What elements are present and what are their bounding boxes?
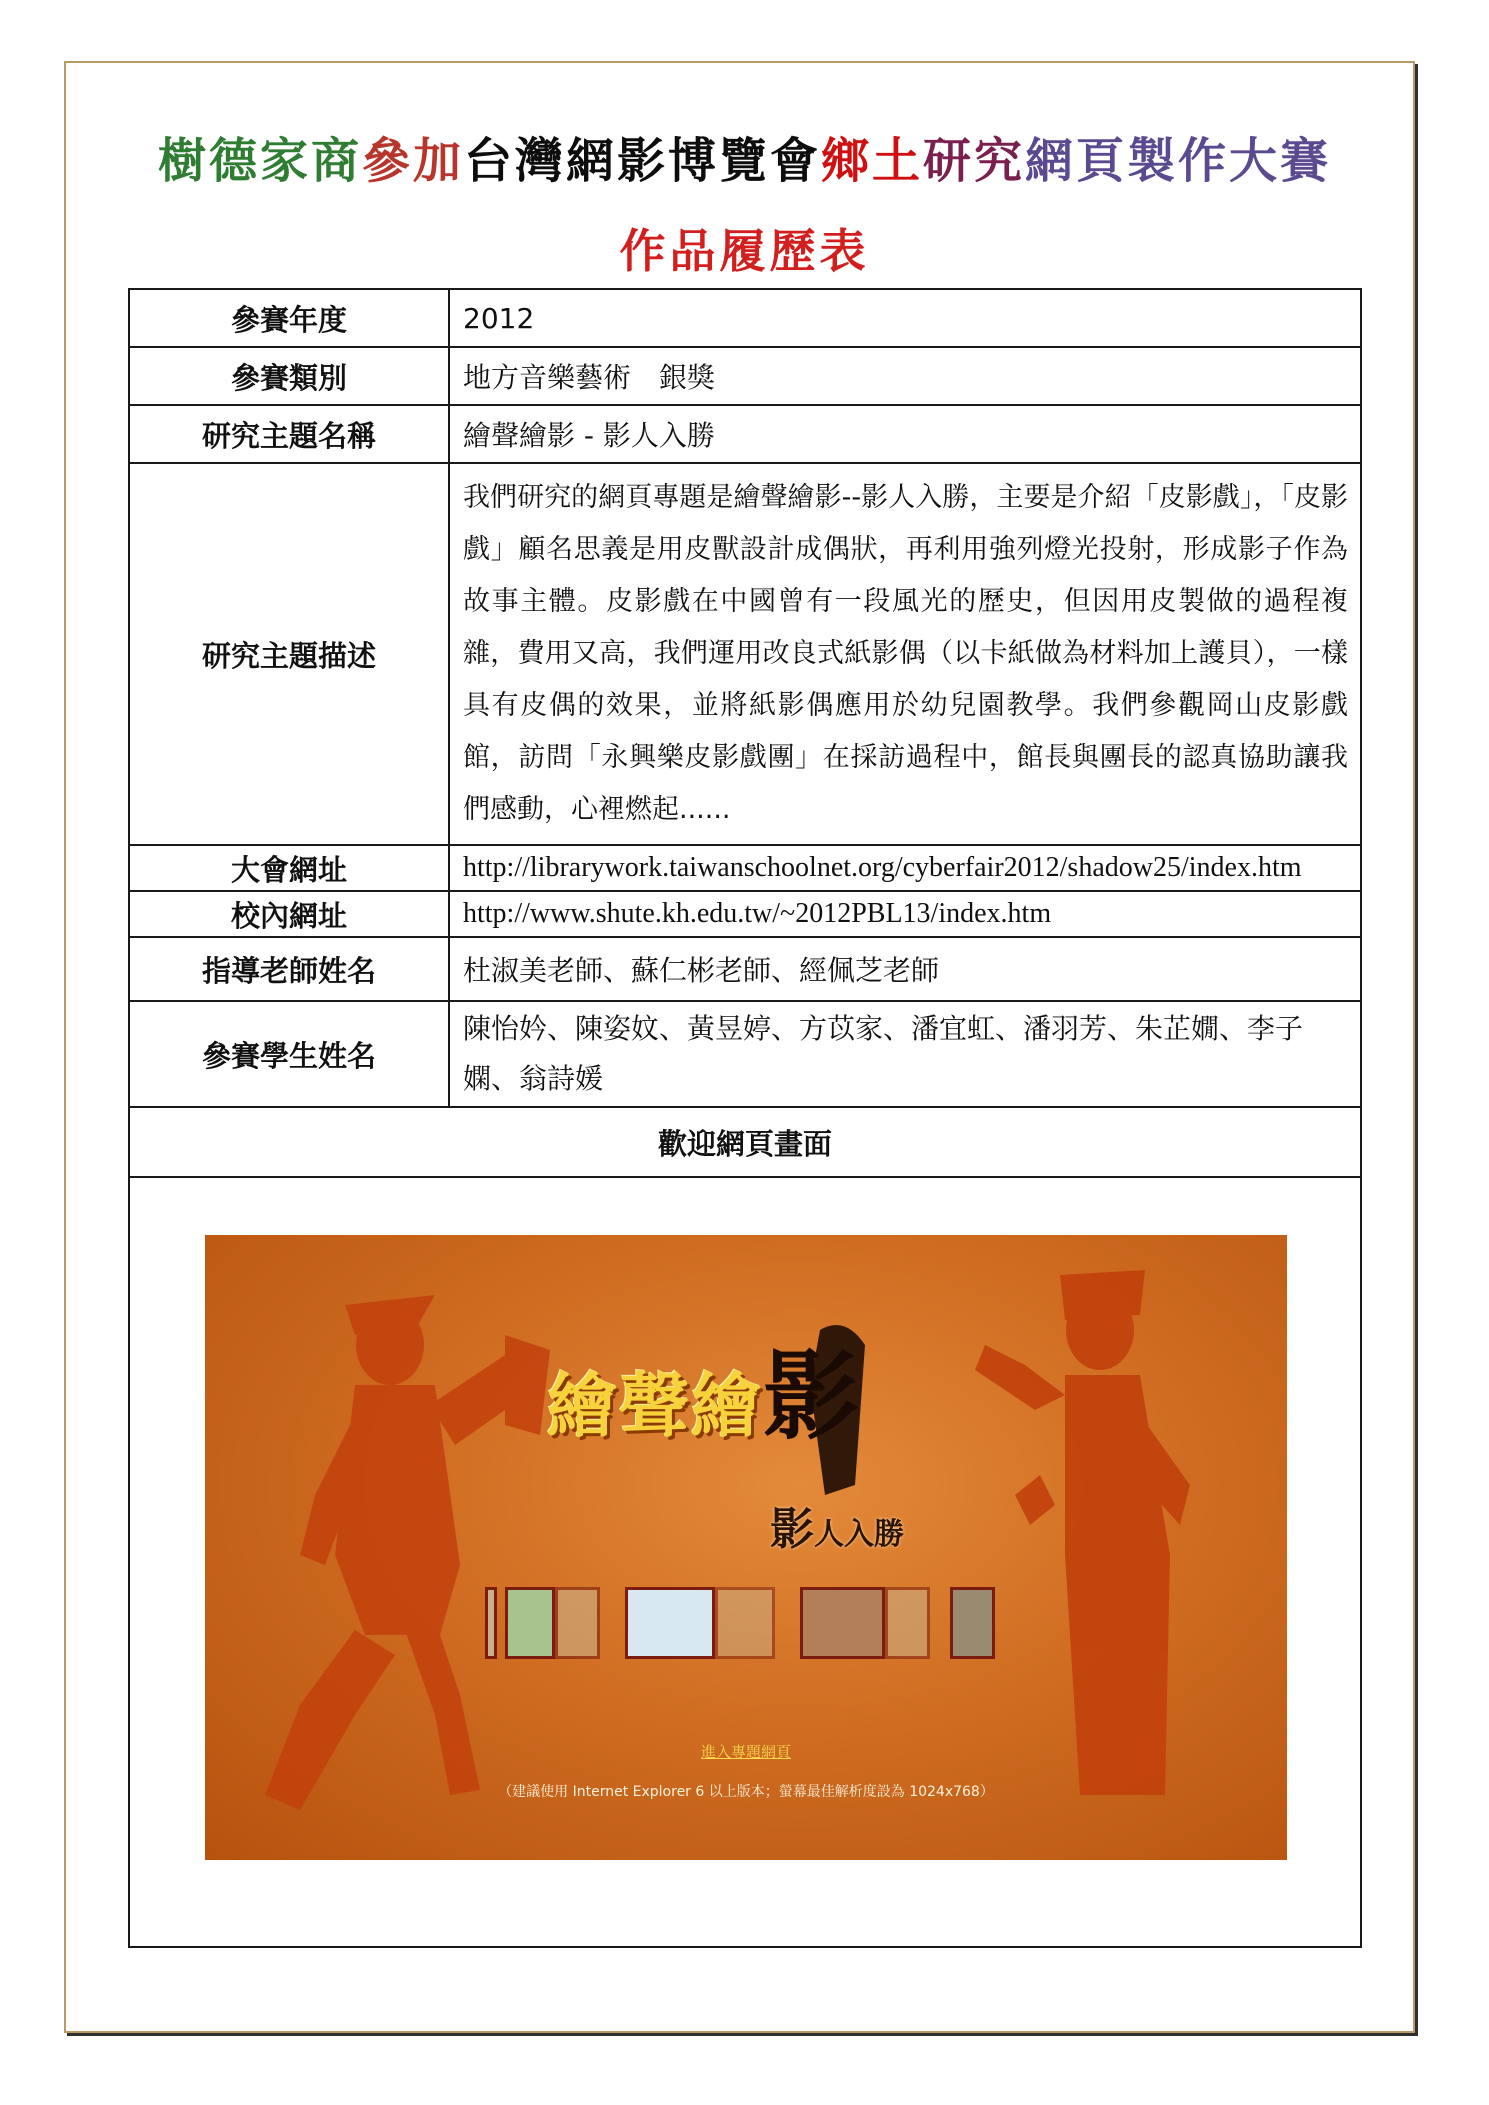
teachers-value: 杜淑美老師、蘇仁彬老師、經佩芝老師: [449, 937, 1361, 1001]
enter-site-link[interactable]: 進入專題網頁: [700, 1743, 791, 1761]
table-row: [129, 347, 1361, 405]
carousel-thumbnail[interactable]: [715, 1587, 775, 1659]
carousel-thumbnail[interactable]: [505, 1587, 555, 1659]
category-label: 參賽類別: [129, 347, 449, 405]
topic-label: 研究主題名稱: [129, 405, 449, 463]
logo-sub-big: 影: [770, 1504, 814, 1555]
table-row: [129, 289, 1361, 347]
carousel-thumbnail[interactable]: [950, 1587, 995, 1659]
table-row: [129, 1107, 1361, 1177]
logo-text: 繪聲繪: [547, 1364, 763, 1447]
logo-sub-small: 人入勝: [814, 1517, 904, 1552]
teachers-label: 指導老師姓名: [129, 937, 449, 1001]
left-puppet: [265, 1295, 550, 1810]
carousel-thumbnail[interactable]: [625, 1587, 715, 1659]
document-title: [0, 122, 1489, 191]
topic-value: 繪聲繪影 - 影人入勝: [449, 405, 1361, 463]
site-logo-subtitle: [770, 1493, 904, 1557]
contest-url-label: 大會網址: [129, 845, 449, 891]
title-part: 網頁製作大賽: [1025, 133, 1332, 189]
title-part: 樹德家商: [157, 133, 362, 189]
photo-carousel[interactable]: [485, 1587, 1005, 1659]
welcome-page-screenshot: [205, 1235, 1287, 1860]
carousel-thumbnail[interactable]: [800, 1587, 885, 1659]
table-row: [129, 1001, 1361, 1107]
title-part: 鄉土: [821, 133, 924, 189]
table-row: [129, 937, 1361, 1001]
title-part: 台灣網影博覽會: [463, 133, 821, 189]
carousel-thumbnail[interactable]: [885, 1587, 930, 1659]
site-logo-text: [547, 1321, 861, 1458]
table-row: [129, 845, 1361, 891]
document-subtitle: 作品履歷表: [619, 224, 870, 278]
carousel-thumbnail[interactable]: [485, 1587, 497, 1659]
table-row: [129, 463, 1361, 845]
school-url-label: 校內網址: [129, 891, 449, 937]
school-url-value: http://www.shute.kh.edu.tw/~2012PBL13/index.htm: [449, 891, 1361, 937]
table-row: [129, 891, 1361, 937]
students-value: 陳怡妗、陳姿妏、黃昱婷、方苡家、潘宜虹、潘羽芳、朱芷嫺、李子嫻、翁詩媛: [449, 1001, 1361, 1107]
logo-char: 影: [763, 1340, 861, 1453]
title-part: 研究: [923, 133, 1026, 189]
right-puppet: [975, 1270, 1190, 1795]
carousel-thumbnail[interactable]: [555, 1587, 600, 1659]
students-label: 參賽學生姓名: [129, 1001, 449, 1107]
table-row: [129, 405, 1361, 463]
contest-url-value: http://librarywork.taiwanschoolnet.org/cyberfair2012/shadow25/index.htm: [449, 845, 1361, 891]
description-label: 研究主題描述: [129, 463, 449, 845]
category-value: 地方音樂藝術 銀獎: [449, 347, 1361, 405]
browser-note: （建議使用 Internet Explorer 6 以上版本；螢幕最佳解析度設為 1024x768）: [498, 1784, 994, 1800]
title-part: 參加: [361, 133, 464, 189]
year-label: 參賽年度: [129, 289, 449, 347]
description-value: 我們研究的網頁專題是繪聲繪影--影人入勝，主要是介紹「皮影戲」，「皮影戲」顧名思義是用皮獸設計成偶狀，再利用強列燈光投射，形成影子作為故事主體。皮影戲在中國曾有一段風光的歷史，但因用皮製做的過程複雜，費用又高，我們運用改良式紙影偶（以卡紙做為材料加上護貝），一樣具有皮偶的效果，並將紙影偶應用於幼兒園教學。我們參觀岡山皮影戲館，訪問「永興樂皮影戲團」在採訪過程中，館長與團長的認真協助讓我們感動，心裡燃起......: [449, 463, 1361, 845]
year-value: 2012: [449, 289, 1361, 347]
welcome-heading: 歡迎網頁畫面: [129, 1107, 1361, 1177]
